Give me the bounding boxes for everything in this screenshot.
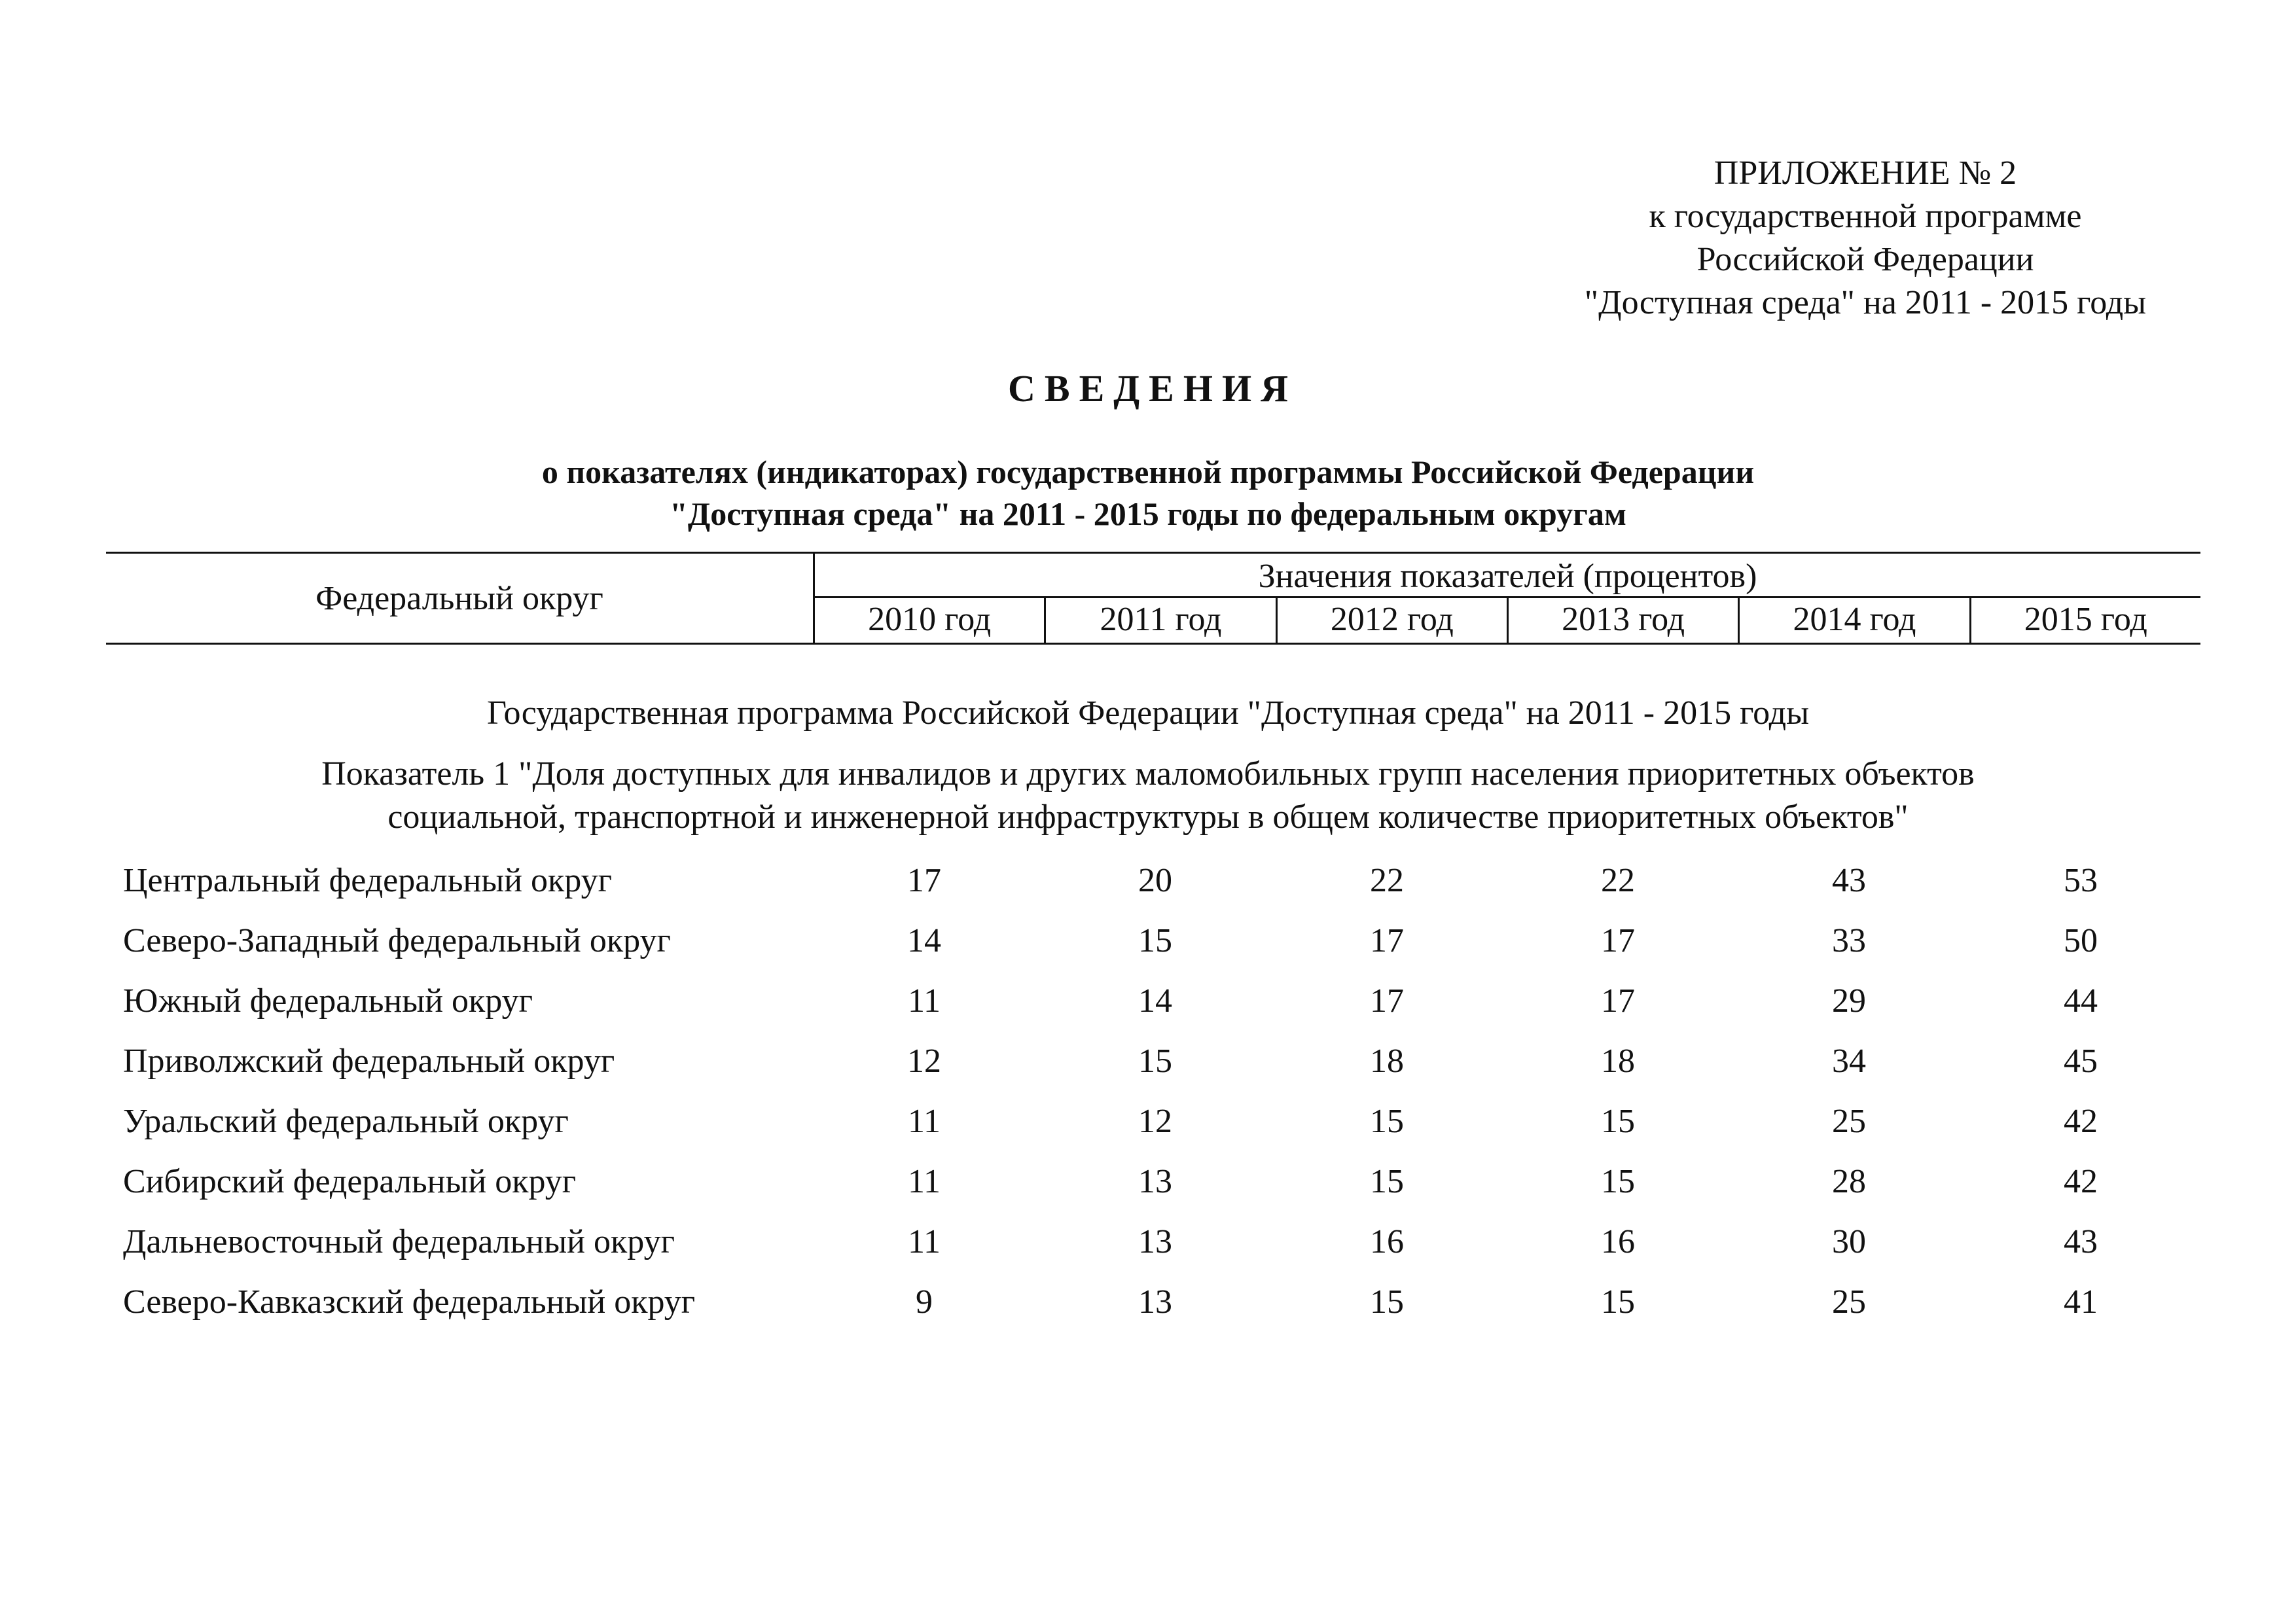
table-header xyxy=(106,552,2200,645)
row-value-2012: 15 xyxy=(1370,1103,1404,1140)
header-year-2014: 2014 год xyxy=(1738,598,1969,643)
row-district-name: Дальневосточный федеральный округ xyxy=(123,1223,675,1260)
row-value-2013: 22 xyxy=(1601,862,1635,899)
row-value-2013: 17 xyxy=(1601,922,1635,959)
row-value-2013: 18 xyxy=(1601,1043,1635,1080)
row-value-2010: 11 xyxy=(907,982,941,1020)
row-value-2015: 41 xyxy=(2064,1283,2098,1321)
row-value-2013: 15 xyxy=(1601,1283,1635,1321)
row-value-2011: 20 xyxy=(1138,862,1172,899)
row-value-2012: 17 xyxy=(1370,922,1404,959)
row-value-2014: 29 xyxy=(1832,982,1866,1020)
row-value-2012: 18 xyxy=(1370,1043,1404,1080)
header-year-2013: 2013 год xyxy=(1507,598,1738,643)
row-value-2011: 15 xyxy=(1138,922,1172,959)
row-value-2015: 42 xyxy=(2064,1163,2098,1200)
row-value-2014: 43 xyxy=(1832,862,1866,899)
row-district-name: Северо-Кавказский федеральный округ xyxy=(123,1283,696,1321)
subtitle-line-2: "Доступная среда" на 2011 - 2015 годы по федеральным округам xyxy=(670,495,1626,532)
row-value-2012: 16 xyxy=(1370,1223,1404,1260)
header-year-2010: 2010 год xyxy=(868,601,992,638)
row-value-2015: 50 xyxy=(2064,922,2098,959)
indicator-description xyxy=(131,753,2165,839)
annex-line-3: Российской Федерации xyxy=(1696,241,2034,278)
row-district-name: Уральский федеральный округ xyxy=(123,1103,569,1140)
table-body xyxy=(106,855,2200,1336)
annex-line-4: "Доступная среда" на 2011 - 2015 годы xyxy=(1584,284,2147,321)
subtitle-line-1: о показателях (индикаторах) государственной программы Российской Федерации xyxy=(541,454,1755,490)
row-value-2012: 22 xyxy=(1370,862,1404,899)
row-value-2013: 17 xyxy=(1601,982,1635,1020)
header-year-2011: 2011 год xyxy=(1044,598,1275,643)
row-value-2013: 16 xyxy=(1601,1223,1635,1260)
document-title xyxy=(0,366,2296,535)
indicator-line-1: Показатель 1 "Доля доступных для инвалидов и других маломобильных групп населения приоритетных объектов xyxy=(321,755,1975,793)
table-row xyxy=(106,1216,2200,1276)
row-value-2014: 25 xyxy=(1832,1283,1866,1321)
row-value-2015: 45 xyxy=(2064,1043,2098,1080)
header-district: Федеральный округ xyxy=(315,579,603,617)
table-row xyxy=(106,1156,2200,1216)
annex-block xyxy=(1505,152,2225,325)
row-value-2012: 15 xyxy=(1370,1163,1404,1200)
table-row xyxy=(106,855,2200,915)
row-value-2010: 11 xyxy=(907,1223,941,1260)
header-values-title: Значения показателей (процентов) xyxy=(815,554,2200,598)
row-value-2010: 9 xyxy=(916,1283,933,1321)
header-years xyxy=(815,598,2200,643)
row-district-name: Северо-Западный федеральный округ xyxy=(123,922,671,959)
row-value-2014: 30 xyxy=(1832,1223,1866,1260)
indicator-line-2: социальной, транспортной и инженерной инфраструктуры в общем количестве приоритетных объектов" xyxy=(387,798,1909,836)
row-value-2011: 14 xyxy=(1138,982,1172,1020)
row-value-2010: 17 xyxy=(907,862,941,899)
row-value-2010: 11 xyxy=(907,1103,941,1140)
header-values xyxy=(813,554,2200,643)
row-value-2015: 44 xyxy=(2064,982,2098,1020)
table-row xyxy=(106,915,2200,975)
header-year-2015: 2015 год xyxy=(1969,598,2200,643)
row-value-2015: 43 xyxy=(2064,1223,2098,1260)
row-district-name: Приволжский федеральный округ xyxy=(123,1043,615,1080)
row-value-2011: 13 xyxy=(1138,1163,1172,1200)
annex-number: ПРИЛОЖЕНИЕ № 2 xyxy=(1713,154,2017,192)
row-value-2011: 13 xyxy=(1138,1283,1172,1321)
row-value-2013: 15 xyxy=(1601,1163,1635,1200)
program-title: Государственная программа Российской Федерации "Доступная среда" на 2011 - 2015 годы xyxy=(486,694,1810,732)
row-value-2011: 12 xyxy=(1138,1103,1172,1140)
row-value-2014: 28 xyxy=(1832,1163,1866,1200)
row-district-name: Южный федеральный округ xyxy=(123,982,533,1020)
row-district-name: Сибирский федеральный округ xyxy=(123,1163,577,1200)
row-value-2010: 14 xyxy=(907,922,941,959)
title-heading: СВЕДЕНИЯ xyxy=(1008,367,1297,410)
row-value-2015: 53 xyxy=(2064,862,2098,899)
row-value-2010: 11 xyxy=(907,1163,941,1200)
table-row xyxy=(106,1276,2200,1336)
row-value-2014: 33 xyxy=(1832,922,1866,959)
row-value-2010: 12 xyxy=(907,1043,941,1080)
table-row xyxy=(106,1096,2200,1156)
row-value-2015: 42 xyxy=(2064,1103,2098,1140)
table-row xyxy=(106,975,2200,1035)
row-value-2011: 13 xyxy=(1138,1223,1172,1260)
annex-line-2: к государственной программе xyxy=(1649,198,2082,235)
row-district-name: Центральный федеральный округ xyxy=(123,862,612,899)
table-row xyxy=(106,1035,2200,1096)
row-value-2013: 15 xyxy=(1601,1103,1635,1140)
header-year-2012: 2012 год xyxy=(1276,598,1507,643)
row-value-2012: 15 xyxy=(1370,1283,1404,1321)
row-value-2012: 17 xyxy=(1370,982,1404,1020)
row-value-2014: 25 xyxy=(1832,1103,1866,1140)
title-subtitle xyxy=(0,451,2296,535)
row-value-2011: 15 xyxy=(1138,1043,1172,1080)
row-value-2014: 34 xyxy=(1832,1043,1866,1080)
